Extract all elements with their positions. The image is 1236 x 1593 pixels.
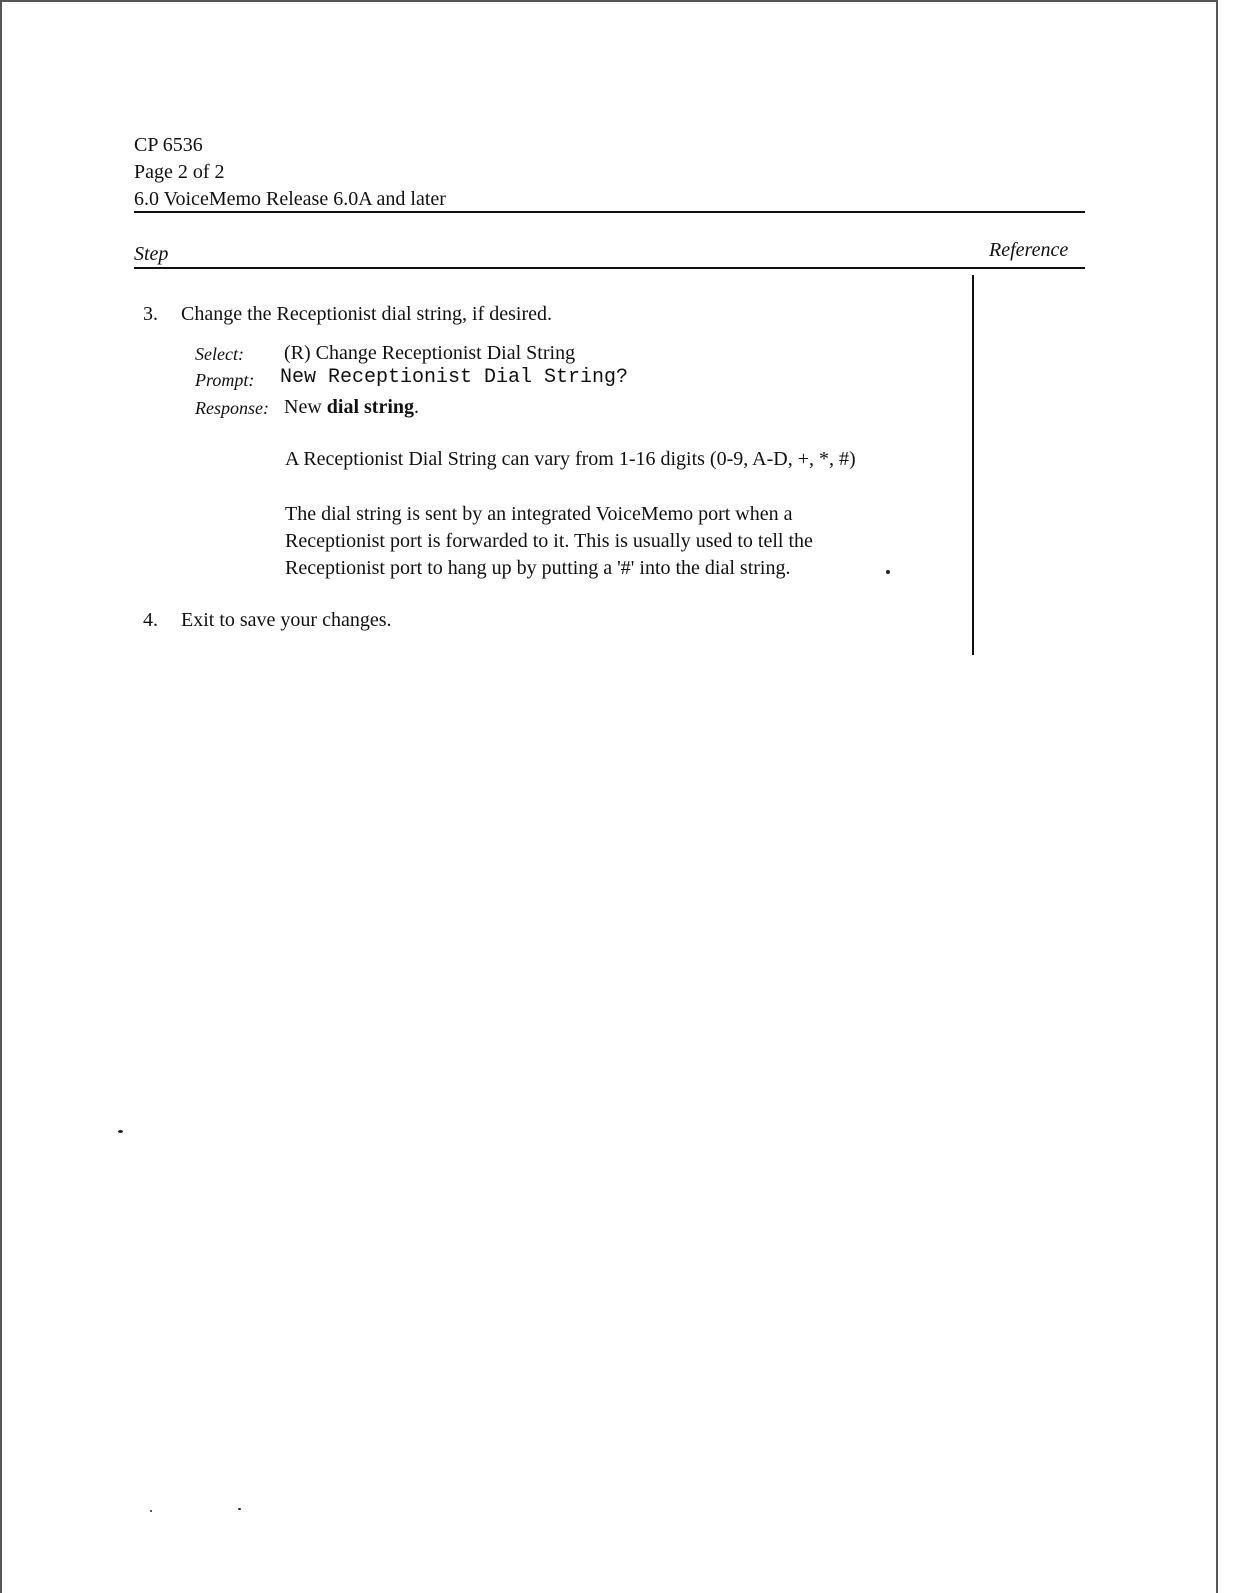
select-label: Select: xyxy=(195,344,244,364)
response-prefix: New xyxy=(284,396,322,418)
step-column-heading: Step xyxy=(134,243,169,265)
scan-speck xyxy=(118,1130,123,1133)
step-3-number: 3. xyxy=(143,303,158,325)
prompt-value: New Receptionist Dial String? xyxy=(280,366,629,389)
section-title: 6.0 VoiceMemo Release 6.0A and later xyxy=(134,188,446,210)
header-rule xyxy=(134,211,1085,213)
dial-string-length-note: A Receptionist Dial String can vary from 1-16 digits (0-9, A-D, +, *, #) xyxy=(285,448,856,470)
step-3-text: Change the Receptionist dial string, if desired. xyxy=(181,303,553,325)
scan-speck xyxy=(150,1510,152,1512)
dial-string-note-line-3: Receptionist port to hang up by putting a '#' into the dial string. xyxy=(285,557,791,579)
column-heading-rule xyxy=(134,267,1085,269)
page-border-right xyxy=(1216,0,1218,1593)
dial-string-note-line-1: The dial string is sent by an integrated VoiceMemo port when a xyxy=(285,503,793,525)
page-border-left xyxy=(0,0,2,1593)
dial-string-note-line-2: Receptionist port is forwarded to it. This is usually used to tell the xyxy=(285,530,813,552)
scan-speck xyxy=(238,1508,241,1510)
scan-speck xyxy=(886,570,890,574)
prompt-label: Prompt: xyxy=(195,370,255,390)
response-bold: dial string xyxy=(326,396,415,418)
step-4-text: Exit to save your changes. xyxy=(181,609,392,631)
reference-column-heading: Reference xyxy=(989,239,1069,261)
response-label: Response: xyxy=(195,398,269,418)
doc-id: CP 6536 xyxy=(134,134,203,156)
select-value: (R) Change Receptionist Dial String xyxy=(284,342,576,364)
step-4 xyxy=(143,607,392,633)
step-4-number: 4. xyxy=(143,609,158,631)
response-value xyxy=(284,395,419,419)
page-number: Page 2 of 2 xyxy=(134,161,225,183)
step-3 xyxy=(143,301,552,327)
response-suffix: . xyxy=(414,396,420,418)
reference-column-divider xyxy=(972,275,974,655)
page-border-top xyxy=(0,0,1218,2)
